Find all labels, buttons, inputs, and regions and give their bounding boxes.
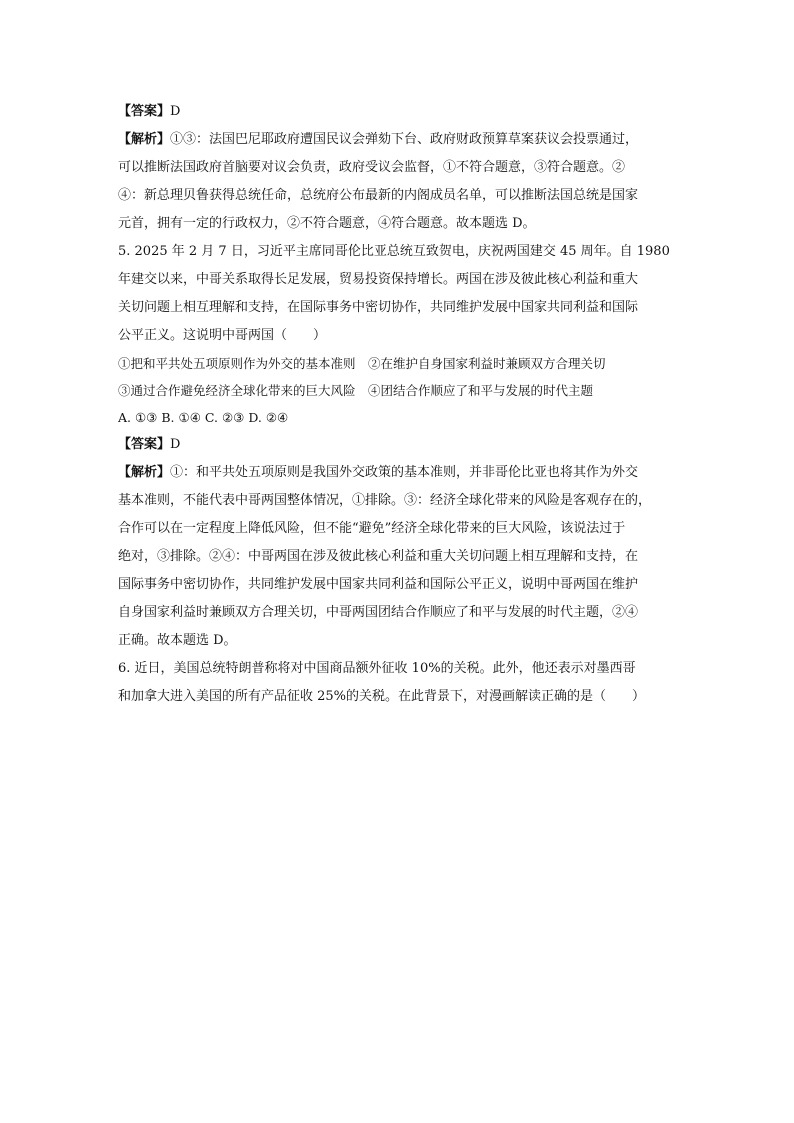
analysis-line: 元首，拥有一定的行政权力，②不符合题意，④符合题意。故本题选 D。: [118, 216, 536, 231]
stem-line: 6. 近日，美国总统特朗普称将对中国商品额外征收 10%的关税。此外，他还表示对墨西哥: [118, 661, 636, 676]
analysis-line: 绝对，③排除。②④：中哥两国在涉及彼此核心利益和重大关切问题上相互理解和支持，在: [118, 549, 639, 564]
stem-line: 5. 2025 年 2 月 7 日，习近平主席同哥伦比亚总统互致贺电，庆祝两国建交 45 周年。自 1980: [118, 244, 670, 259]
answer-tag: 【答案】: [118, 437, 171, 452]
analysis-line: 国际事务中密切协作，共同维护发展中国家共同利益和国际公平正义，说明中哥两国在维护: [118, 577, 639, 592]
q5-answer: [118, 431, 678, 459]
document-page: [118, 98, 678, 711]
analysis-line: 【解析】①：和平共处五项原则是我国外交政策的基本准则，并非哥伦比亚也将其作为外交: [118, 465, 639, 480]
analysis-line: 合作可以在一定程度上降低风险，但不能“避免”经济全球化带来的巨大风险，该说法过于: [118, 521, 626, 536]
answer-value: D: [170, 104, 181, 119]
q5-stem: [118, 238, 678, 350]
answer-value: D: [170, 437, 181, 452]
stem-line: 年建交以来，中哥关系取得长足发展，贸易投资保持增长。两国在涉及彼此核心利益和重大: [118, 272, 639, 287]
q6-stem: [118, 655, 678, 711]
analysis-tag: 【解析】: [118, 465, 171, 480]
q5-statement: ③通过合作避免经济全球化带来的巨大风险 ④团结合作顺应了和平与发展的时代主题: [118, 383, 594, 398]
q5-analysis: [118, 459, 678, 655]
analysis-line: ④：新总理贝鲁获得总统任命，总统府公布最新的内阁成员名单，可以推断法国总统是国家: [118, 188, 639, 203]
analysis-tag: 【解析】: [118, 132, 171, 147]
q4-answer: [118, 98, 678, 126]
q5-options: A. ①③ B. ①④ C. ②③ D. ②④: [118, 410, 289, 425]
analysis-line: 【解析】①③：法国巴尼耶政府遭国民议会弹劾下台、政府财政预算草案获议会投票通过，: [118, 132, 639, 147]
answer-tag: 【答案】: [118, 104, 171, 119]
stem-line: 公平正义。这说明中哥两国（ ）: [118, 328, 327, 343]
analysis-line: 可以推断法国政府首脑要对议会负责，政府受议会监督，①不符合题意，③符合题意。②: [118, 160, 626, 175]
analysis-line: 基本准则，不能代表中哥两国整体情况，①排除。③：经济全球化带来的风险是客观存在的，: [118, 493, 652, 508]
stem-line: 关切问题上相互理解和支持，在国际事务中密切协作，共同维护发展中国家共同利益和国际: [118, 300, 639, 315]
q5-statement: ①把和平共处五项原则作为外交的基本准则 ②在维护自身国家利益时兼顾双方合理关切: [118, 356, 606, 371]
analysis-line: 自身国家利益时兼顾双方合理关切，中哥两国团结合作顺应了和平与发展的时代主题，②④: [118, 605, 639, 620]
analysis-line: 正确。故本题选 D。: [118, 633, 237, 648]
q4-analysis: [118, 126, 678, 238]
stem-line: 和加拿大进入美国的所有产品征收 25%的关税。在此背景下，对漫画解读正确的是（ ）: [118, 689, 646, 704]
